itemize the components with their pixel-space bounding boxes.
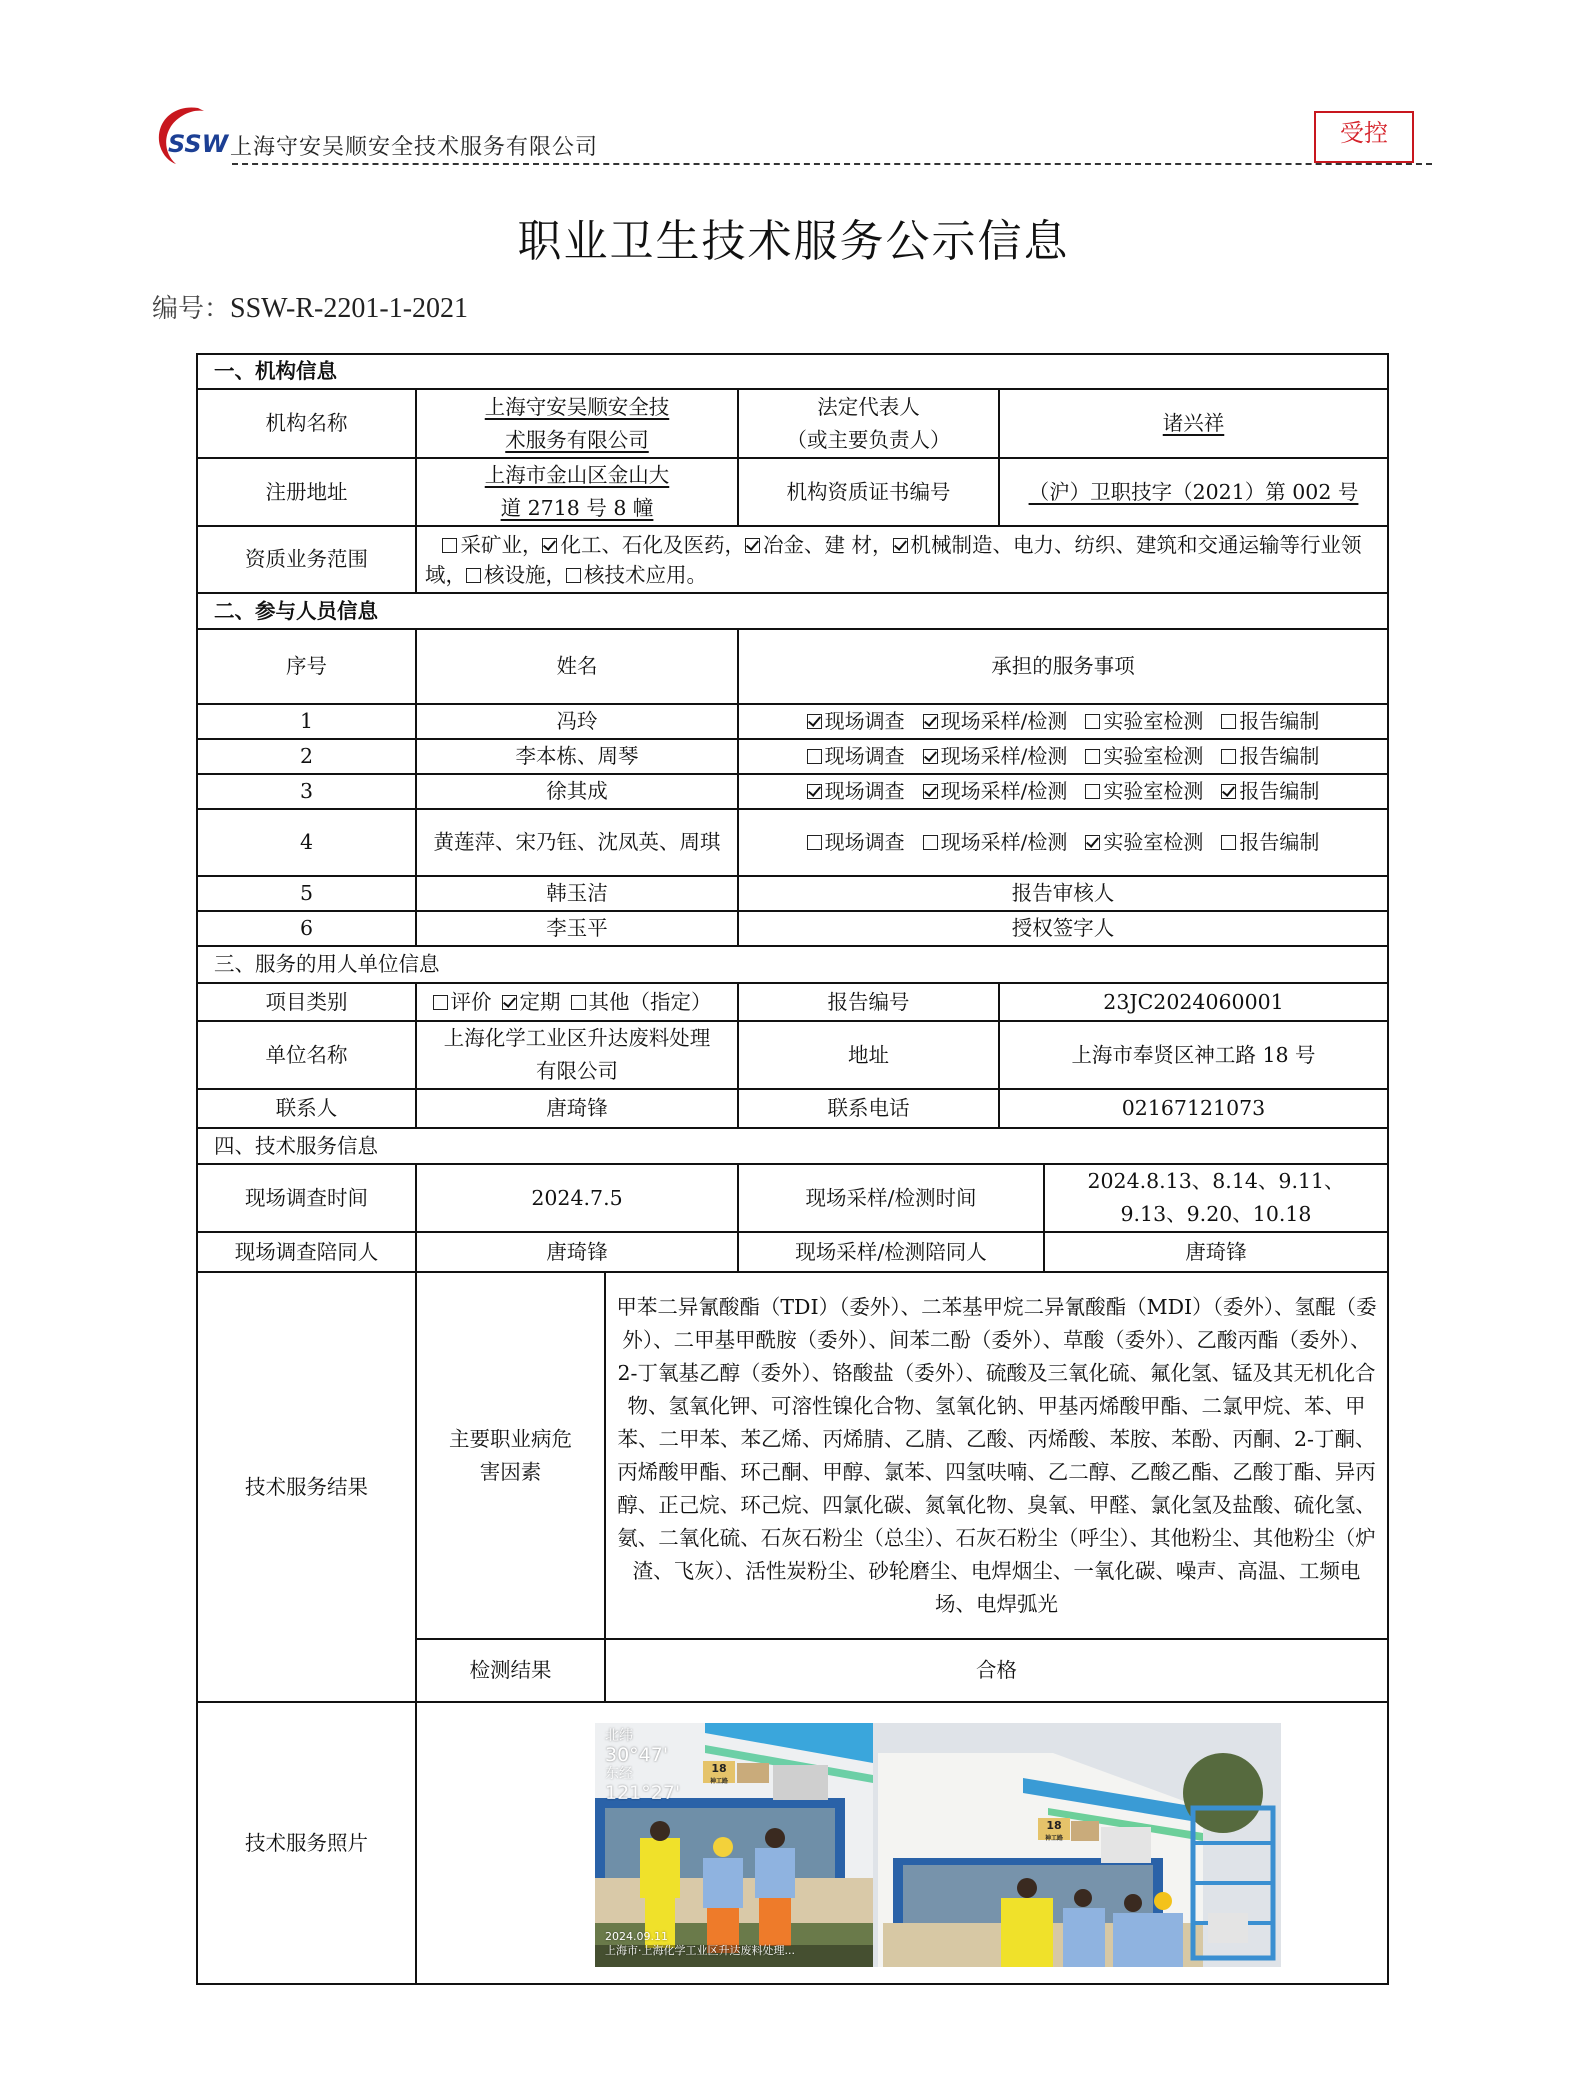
staff-row xyxy=(197,704,1388,739)
latitude-label: 北纬 xyxy=(605,1728,633,1744)
task-option: 现场调查 xyxy=(807,740,905,773)
col-tasks-header: 承担的服务事项 xyxy=(738,629,1388,704)
task-option: 实验室检测 xyxy=(1085,740,1203,773)
staff-no: 3 xyxy=(197,774,416,809)
company-name: 上海守安吴顺安全技术服务有限公司 xyxy=(230,135,599,160)
checked-checkbox-icon xyxy=(893,538,908,553)
survey-companion: 唐琦锋 xyxy=(416,1232,738,1272)
scope-item: 机械制造、电力、纺织、建筑和交通运输等行业领域， xyxy=(425,532,1362,587)
staff-role-row xyxy=(197,876,1388,911)
unchecked-checkbox-icon xyxy=(807,749,822,764)
task-option: 现场采样/检测 xyxy=(923,775,1068,808)
company-logo xyxy=(152,102,232,166)
unchecked-checkbox-icon xyxy=(807,835,822,850)
building-sign-2: 18 神工路 xyxy=(1044,1819,1063,1842)
latitude-value: 30°47' xyxy=(605,1744,669,1766)
col-no-header: 序号 xyxy=(197,629,416,704)
hazard-factors: 甲苯二异氰酸酯（TDI）（委外）、二苯基甲烷二异氰酸酯（MDI）（委外）、氢醌（委外）、二甲基甲酰胺（委外）、间苯二酚（委外）、草酸（委外）、乙酸丙酯（委外）、2-丁氧基乙醇（委外）、铬酸盐（委外）、硫酸及三氧化硫、氟化氢、锰及其无机化合物、氢氧化钾、可溶性镍化合物、氢氧化钠、甲基丙烯酸甲酯、二氯甲烷、苯、甲苯、二甲苯、苯乙烯、丙烯腈、乙腈、乙酸、丙烯酸、苯胺、苯酚、丙酮、2-丁酮、丙烯酸甲酯、环己酮、甲醇、氯苯、四氢呋喃、乙二醇、乙酸乙酯、乙酸丁酯、异丙醇、正己烷、环己烷、四氯化碳、氮氧化物、臭氧、甲醛、氯化氢及盐酸、硫化氢、氨、二氧化硫、石灰石粉尘（总尘）、石灰石粉尘（呼尘）、其他粉尘、其他粉尘（炉渣、飞灰）、活性炭粉尘、砂轮磨尘、电焊烟尘、一氧化碳、噪声、高温、工频电场、电焊弧光 xyxy=(605,1272,1388,1639)
task-option: 现场采样/检测 xyxy=(923,740,1068,773)
checked-checkbox-icon xyxy=(923,749,938,764)
service-photo-2 xyxy=(873,1723,1281,1967)
task-option: 实验室检测 xyxy=(1085,775,1203,808)
unchecked-checkbox-icon xyxy=(1085,784,1100,799)
staff-row xyxy=(197,739,1388,774)
document-number-value: SSW-R-2201-1-2021 xyxy=(230,293,469,324)
staff-name: 黄莲萍、宋乃钰、沈凤英、周琪 xyxy=(416,809,738,876)
scope-list xyxy=(416,526,1388,593)
task-option: 报告编制 xyxy=(1221,826,1319,859)
sampling-companion: 唐琦锋 xyxy=(1044,1232,1388,1272)
legal-rep-label: 法定代表人 （或主要负责人） xyxy=(738,389,999,458)
client-address: 上海市奉贤区神工路 18 号 xyxy=(999,1021,1388,1089)
sampling-time: 2024.8.13、8.14、9.11、9.13、9.20、10.18 xyxy=(1044,1164,1388,1232)
survey-time-label: 现场调查时间 xyxy=(197,1164,416,1232)
checked-checkbox-icon xyxy=(807,784,822,799)
org-name: 上海守安吴顺安全技 术服务有限公司 xyxy=(416,389,738,458)
hazards-label: 主要职业病危害因素 xyxy=(416,1272,605,1639)
report-no: 23JC2024060001 xyxy=(999,983,1388,1021)
staff-role: 报告审核人 xyxy=(738,876,1388,911)
controlled-stamp: 受控 xyxy=(1314,111,1414,163)
task-option: 现场采样/检测 xyxy=(923,826,1068,859)
header-divider xyxy=(232,163,1432,165)
task-option: 现场调查 xyxy=(807,705,905,738)
task-option: 实验室检测 xyxy=(1085,705,1203,738)
scope-label: 资质业务范围 xyxy=(197,526,416,593)
unchecked-checkbox-icon xyxy=(1221,749,1236,764)
service-photo-1 xyxy=(595,1723,873,1967)
disclosure-table xyxy=(196,353,1389,1985)
cert-no: （沪）卫职技字（2021）第 002 号 xyxy=(999,458,1388,526)
checked-checkbox-icon xyxy=(923,714,938,729)
staff-tasks xyxy=(738,774,1388,809)
task-option: 报告编制 xyxy=(1221,775,1319,808)
staff-name: 韩玉洁 xyxy=(416,876,738,911)
unchecked-checkbox-icon xyxy=(1085,714,1100,729)
scope-item: 化工、石化及医药， xyxy=(542,533,745,557)
document-number xyxy=(152,288,468,325)
project-type-option: 评价 xyxy=(433,986,492,1019)
scope-item: 采矿业， xyxy=(442,533,542,557)
unchecked-checkbox-icon xyxy=(566,568,581,583)
unchecked-checkbox-icon xyxy=(433,995,448,1010)
staff-name: 李本栋、周琴 xyxy=(416,739,738,774)
photo-date: 2024.09.11 xyxy=(605,1930,668,1943)
unit-name: 上海化学工业区升达废料处理有限公司 xyxy=(416,1021,738,1089)
scope-item: 冶金、建 材， xyxy=(745,533,893,557)
checked-checkbox-icon xyxy=(807,714,822,729)
staff-no: 5 xyxy=(197,876,416,911)
scope-item: 核设施， xyxy=(466,563,566,587)
longitude-value: 121°27' xyxy=(605,1782,681,1804)
reg-address: 上海市金山区金山大 道 2718 号 8 幢 xyxy=(416,458,738,526)
project-type-options xyxy=(416,983,738,1021)
unchecked-checkbox-icon xyxy=(571,995,586,1010)
unchecked-checkbox-icon xyxy=(1221,714,1236,729)
task-option: 现场调查 xyxy=(807,775,905,808)
survey-companion-label: 现场调查陪同人 xyxy=(197,1232,416,1272)
staff-no: 2 xyxy=(197,739,416,774)
photo-cell xyxy=(416,1702,1388,1984)
sampling-companion-label: 现场采样/检测陪同人 xyxy=(738,1232,1044,1272)
staff-role: 授权签字人 xyxy=(738,911,1388,946)
page-title: 职业卫生技术服务公示信息 xyxy=(517,216,1070,267)
contact-label: 联系人 xyxy=(197,1089,416,1128)
section-staff-heading: 二、参与人员信息 xyxy=(197,593,1388,629)
building-sign-1: 18 神工路 xyxy=(709,1762,728,1785)
checked-checkbox-icon xyxy=(1085,835,1100,850)
phone-label: 联系电话 xyxy=(738,1089,999,1128)
col-name-header: 姓名 xyxy=(416,629,738,704)
test-result: 合格 xyxy=(605,1639,1388,1702)
staff-row xyxy=(197,809,1388,876)
project-type-option: 其他（指定） xyxy=(571,986,712,1019)
staff-name: 冯玲 xyxy=(416,704,738,739)
section-service-heading: 四、技术服务信息 xyxy=(197,1128,1388,1164)
contact-name: 唐琦锋 xyxy=(416,1089,738,1128)
project-type-option: 定期 xyxy=(502,986,561,1019)
staff-tasks xyxy=(738,704,1388,739)
sampling-time-label: 现场采样/检测时间 xyxy=(738,1164,1044,1232)
staff-no: 1 xyxy=(197,704,416,739)
staff-name: 徐其成 xyxy=(416,774,738,809)
staff-role-row xyxy=(197,911,1388,946)
unchecked-checkbox-icon xyxy=(1085,749,1100,764)
task-option: 现场调查 xyxy=(807,826,905,859)
phone-number: 02167121073 xyxy=(999,1089,1388,1128)
staff-name: 李玉平 xyxy=(416,911,738,946)
staff-no: 6 xyxy=(197,911,416,946)
project-type-label: 项目类别 xyxy=(197,983,416,1021)
task-option: 报告编制 xyxy=(1221,740,1319,773)
test-result-label: 检测结果 xyxy=(416,1639,605,1702)
section-org-info-heading: 一、机构信息 xyxy=(197,354,1388,389)
photo-location: 上海市·上海化学工业区升达废料处理... xyxy=(605,1944,795,1957)
unchecked-checkbox-icon xyxy=(466,568,481,583)
cert-no-label: 机构资质证书编号 xyxy=(738,458,999,526)
task-option: 报告编制 xyxy=(1221,705,1319,738)
report-no-label: 报告编号 xyxy=(738,983,999,1021)
checked-checkbox-icon xyxy=(542,538,557,553)
unchecked-checkbox-icon xyxy=(1221,835,1236,850)
survey-time: 2024.7.5 xyxy=(416,1164,738,1232)
staff-tasks xyxy=(738,809,1388,876)
task-option: 实验室检测 xyxy=(1085,826,1203,859)
unchecked-checkbox-icon xyxy=(923,835,938,850)
checked-checkbox-icon xyxy=(502,995,517,1010)
logo-text: SSW xyxy=(168,130,229,158)
org-name-label: 机构名称 xyxy=(197,389,416,458)
checked-checkbox-icon xyxy=(745,538,760,553)
checked-checkbox-icon xyxy=(923,784,938,799)
checked-checkbox-icon xyxy=(1221,784,1236,799)
legal-rep: 诸兴祥 xyxy=(999,389,1388,458)
staff-row xyxy=(197,774,1388,809)
longitude-label: 东经 xyxy=(605,1766,633,1782)
scope-item: 核技术应用。 xyxy=(566,563,707,587)
result-label: 技术服务结果 xyxy=(197,1272,416,1702)
unchecked-checkbox-icon xyxy=(442,538,457,553)
unit-name-label: 单位名称 xyxy=(197,1021,416,1089)
section-client-heading: 三、服务的用人单位信息 xyxy=(197,946,1388,983)
staff-tasks xyxy=(738,739,1388,774)
staff-no: 4 xyxy=(197,809,416,876)
document-number-label: 编号： xyxy=(152,294,231,324)
photo-label: 技术服务照片 xyxy=(197,1702,416,1984)
task-option: 现场采样/检测 xyxy=(923,705,1068,738)
client-address-label: 地址 xyxy=(738,1021,999,1089)
reg-address-label: 注册地址 xyxy=(197,458,416,526)
